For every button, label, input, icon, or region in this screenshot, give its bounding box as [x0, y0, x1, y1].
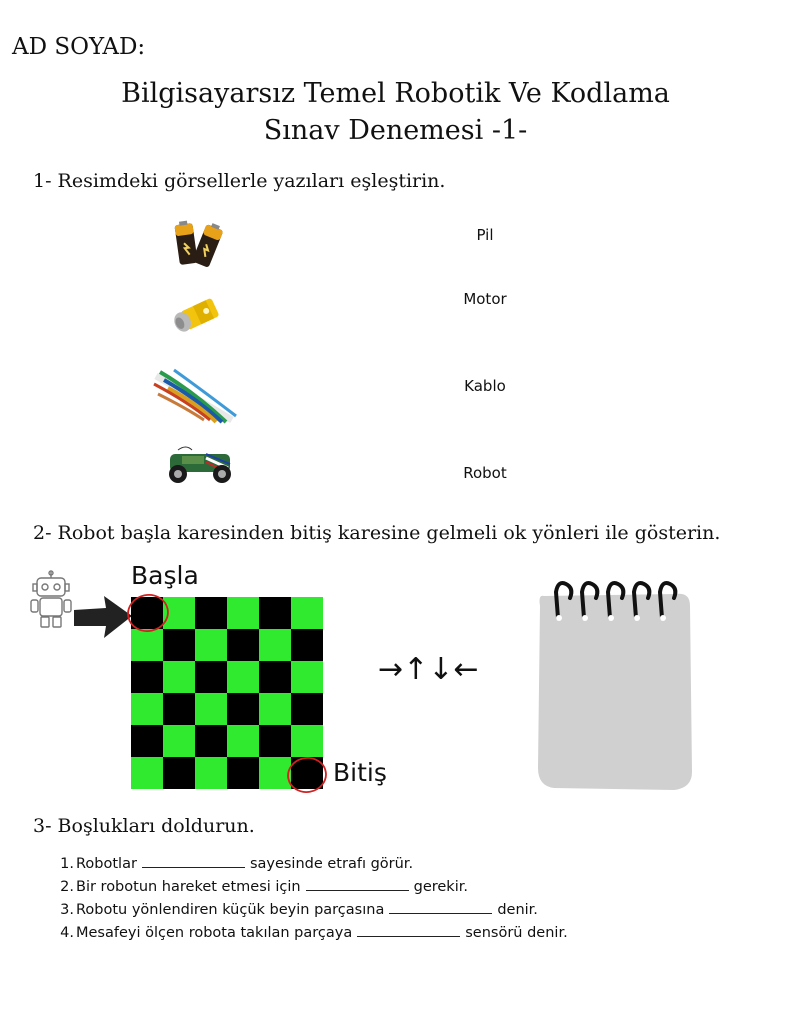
- end-label: Bitiş: [333, 758, 387, 787]
- start-label: Başla: [131, 561, 199, 590]
- grid-cell: [291, 661, 323, 693]
- grid-cell: [131, 693, 163, 725]
- blank-field[interactable]: [389, 901, 492, 914]
- list-item: 3. Robotu yönlendiren küçük beyin parçasına denir.: [60, 902, 538, 918]
- blank-field[interactable]: [357, 924, 460, 937]
- match-word-robot: Robot: [463, 464, 507, 482]
- grid-cell: [195, 757, 227, 789]
- robot-car-icon: [160, 446, 240, 486]
- notepad-icon: [534, 578, 696, 792]
- list-item: 1. Robotlar sayesinde etrafı görür.: [60, 856, 414, 872]
- match-word-pil: Pil: [476, 226, 494, 244]
- grid-cell: [131, 661, 163, 693]
- cable-icon: [152, 366, 240, 426]
- question-2-text: 2- Robot başla karesinden bitiş karesine gelmeli ok yönleri ile gösterin.: [33, 522, 721, 544]
- question-3-text: 3- Boşlukları doldurun.: [33, 815, 255, 837]
- robot-icon: [28, 570, 74, 630]
- end-circle-marker: [284, 754, 330, 796]
- grid-cell: [195, 725, 227, 757]
- grid-cell: [131, 757, 163, 789]
- start-circle-marker: [124, 590, 172, 636]
- grid-cell: [291, 725, 323, 757]
- name-label: AD SOYAD:: [12, 34, 146, 60]
- grid-cell: [291, 693, 323, 725]
- grid-cell: [259, 661, 291, 693]
- grid-cell: [291, 597, 323, 629]
- grid-cell: [163, 725, 195, 757]
- page-subtitle: Sınav Denemesi -1-: [263, 115, 528, 146]
- grid-cell: [195, 693, 227, 725]
- fill-in-list: [60, 853, 568, 945]
- motor-icon: [168, 293, 226, 339]
- match-word-motor: Motor: [463, 290, 507, 308]
- grid-cell: [259, 597, 291, 629]
- grid-cell: [227, 693, 259, 725]
- grid-cell: [163, 757, 195, 789]
- grid-cell: [227, 661, 259, 693]
- grid-cell: [259, 693, 291, 725]
- grid-cell: [131, 725, 163, 757]
- grid-cell: [195, 629, 227, 661]
- grid-cell: [195, 597, 227, 629]
- page-title: Bilgisayarsız Temel Robotik Ve Kodlama: [121, 78, 670, 109]
- arrow-directions-hint: →↑↓←: [378, 652, 479, 687]
- blank-field[interactable]: [306, 878, 409, 891]
- battery-icon: [172, 218, 224, 268]
- grid-cell: [227, 597, 259, 629]
- list-item: 4. Mesafeyi ölçen robota takılan parçaya sensörü denir.: [60, 925, 568, 941]
- grid-cell: [259, 629, 291, 661]
- grid-cell: [163, 661, 195, 693]
- grid-cell: [259, 725, 291, 757]
- grid-cell: [227, 757, 259, 789]
- match-word-kablo: Kablo: [464, 377, 506, 395]
- grid-cell: [163, 693, 195, 725]
- grid-cell: [291, 629, 323, 661]
- list-item: 2. Bir robotun hareket etmesi için gerekir.: [60, 879, 468, 895]
- blank-field[interactable]: [142, 855, 245, 868]
- question-1-text: 1- Resimdeki görsellerle yazıları eşleştirin.: [33, 170, 446, 192]
- grid-cell: [227, 629, 259, 661]
- grid-cell: [195, 661, 227, 693]
- grid-cell: [227, 725, 259, 757]
